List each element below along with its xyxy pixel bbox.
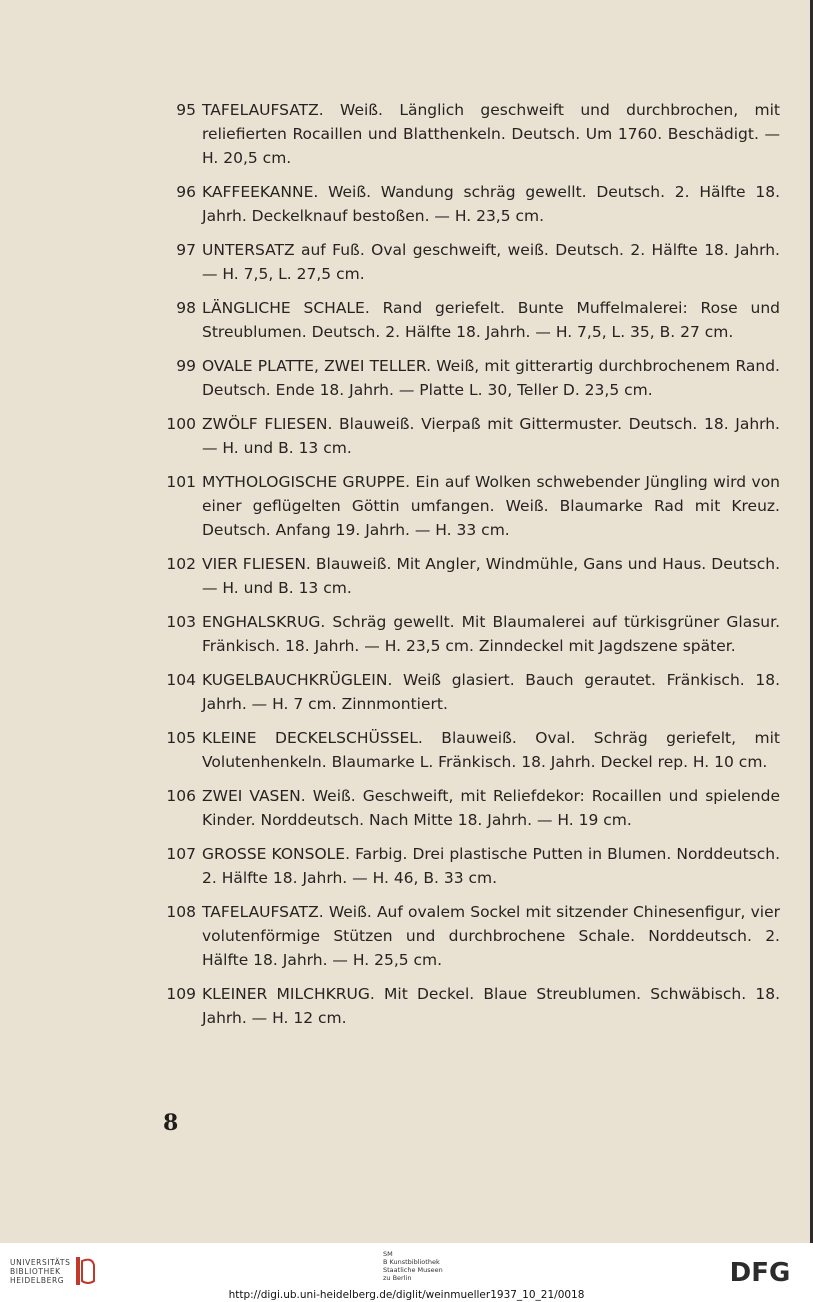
entry-text: KAFFEEKANNE. Weiß. Wandung schräg gewellt. Deutsch. 2. Hälfte 18. Jahrh. Deckelknauf bestoßen. — H. 23,5 cm. [202, 183, 780, 225]
entry-text: GROSSE KONSOLE. Farbig. Drei plastische Putten in Blumen. Norddeutsch. 2. Hälfte 18. Jahrh. — H. 46, B. 33 cm. [202, 845, 780, 887]
catalog-entry [160, 784, 780, 832]
entry-number: 107 [166, 845, 196, 863]
dfg-logo-text: DFG [729, 1258, 791, 1285]
catalog-entry [160, 982, 780, 1030]
university-crest-icon [74, 1255, 96, 1287]
entry-number: 100 [166, 415, 196, 433]
entry-text: MYTHOLOGISCHE GRUPPE. Ein auf Wolken schwebender Jüngling wird von einer geflügelten Göttin umfangen. Weiß. Blaumarke Rad mit Kreuz. Deutsch. Anfang 19. Jahrh. — H. 33 cm. [202, 473, 780, 539]
entry-number: 103 [166, 613, 196, 631]
entry-text: TAFELAUFSATZ. Weiß. Auf ovalem Sockel mit sitzender Chinesenfigur, vier volutenförmige Stützen und durchbrochene Schale. Norddeutsch. 2. Hälfte 18. Jahrh. — H. 25,5 cm. [202, 903, 780, 969]
catalog-entry [160, 610, 780, 658]
catalog-entry-list [160, 98, 780, 1040]
viewer-footer [0, 1243, 813, 1302]
entry-text: KLEINER MILCHKRUG. Mit Deckel. Blaue Streublumen. Schwäbisch. 18. Jahrh. — H. 12 cm. [202, 985, 780, 1027]
entry-text: OVALE PLATTE, ZWEI TELLER. Weiß, mit gitterartig durchbrochenem Rand. Deutsch. Ende 18. Jahrh. — Platte L. 30, Teller D. 23,5 cm. [202, 357, 780, 399]
page-number: 8 [163, 1110, 179, 1136]
entry-number: 104 [166, 671, 196, 689]
entry-number: 95 [176, 101, 196, 119]
entry-text: ZWÖLF FLIESEN. Blauweiß. Vierpaß mit Gittermuster. Deutsch. 18. Jahrh. — H. und B. 13 cm. [202, 415, 780, 457]
entry-number: 108 [166, 903, 196, 921]
catalog-entry [160, 354, 780, 402]
entry-text: KUGELBAUCHKRÜGLEIN. Weiß glasiert. Bauch gerautet. Fränkisch. 18. Jahrh. — H. 7 cm. Zinnmontiert. [202, 671, 780, 713]
catalog-entry [160, 900, 780, 972]
catalog-entry [160, 726, 780, 774]
university-name: UNIVERSITÄTS BIBLIOTHEK HEIDELBERG [10, 1257, 71, 1285]
dfg-logo[interactable] [719, 1257, 801, 1285]
catalog-entry [160, 296, 780, 344]
entry-number: 101 [166, 473, 196, 491]
catalog-entry [160, 98, 780, 170]
catalog-entry [160, 180, 780, 228]
entry-text: UNTERSATZ auf Fuß. Oval geschweift, weiß. Deutsch. 2. Hälfte 18. Jahrh. — H. 7,5, L. 27,5 cm. [202, 241, 780, 283]
entry-number: 109 [166, 985, 196, 1003]
library-stamp: SM B Kunstbibliothek Staatliche Museen zu Berlin [383, 1250, 443, 1282]
catalog-entry [160, 668, 780, 716]
entry-text: TAFELAUFSATZ. Weiß. Länglich geschweift und durchbrochen, mit reliefierten Rocaillen und Blatthenkeln. Deutsch. Um 1760. Beschädigt. — H. 20,5 cm. [202, 101, 780, 167]
entry-text: ENGHALSKRUG. Schräg gewellt. Mit Blaumalerei auf türkisgrüner Glasur. Fränkisch. 18. Jahrh. — H. 23,5 cm. Zinndeckel mit Jagdszene später. [202, 613, 780, 655]
catalog-entry [160, 412, 780, 460]
catalog-entry [160, 842, 780, 890]
catalog-entry [160, 552, 780, 600]
entry-number: 106 [166, 787, 196, 805]
entry-text: ZWEI VASEN. Weiß. Geschweift, mit Reliefdekor: Rocaillen und spielende Kinder. Norddeutsch. Nach Mitte 18. Jahrh. — H. 19 cm. [202, 787, 780, 829]
entry-text: KLEINE DECKELSCHÜSSEL. Blauweiß. Oval. Schräg geriefelt, mit Volutenhenkeln. Blaumarke L. Fränkisch. 18. Jahrh. Deckel rep. H. 10 cm. [202, 729, 780, 771]
entry-text: LÄNGLICHE SCHALE. Rand geriefelt. Bunte Muffelmalerei: Rose und Streublumen. Deutsch. 2. Hälfte 18. Jahrh. — H. 7,5, L. 35, B. 27 cm. [202, 299, 780, 341]
entry-number: 97 [176, 241, 196, 259]
entry-text: VIER FLIESEN. Blauweiß. Mit Angler, Windmühle, Gans und Haus. Deutsch. — H. und B. 13 cm. [202, 555, 780, 597]
source-url[interactable]: http://digi.ub.uni-heidelberg.de/diglit/weinmueller1937_10_21/0018 [228, 1289, 585, 1301]
entry-number: 102 [166, 555, 196, 573]
university-library-logo[interactable] [10, 1255, 96, 1287]
entry-number: 96 [176, 183, 196, 201]
catalog-entry [160, 470, 780, 542]
entry-number: 98 [176, 299, 196, 317]
catalog-entry [160, 238, 780, 286]
entry-number: 99 [176, 357, 196, 375]
entry-number: 105 [166, 729, 196, 747]
